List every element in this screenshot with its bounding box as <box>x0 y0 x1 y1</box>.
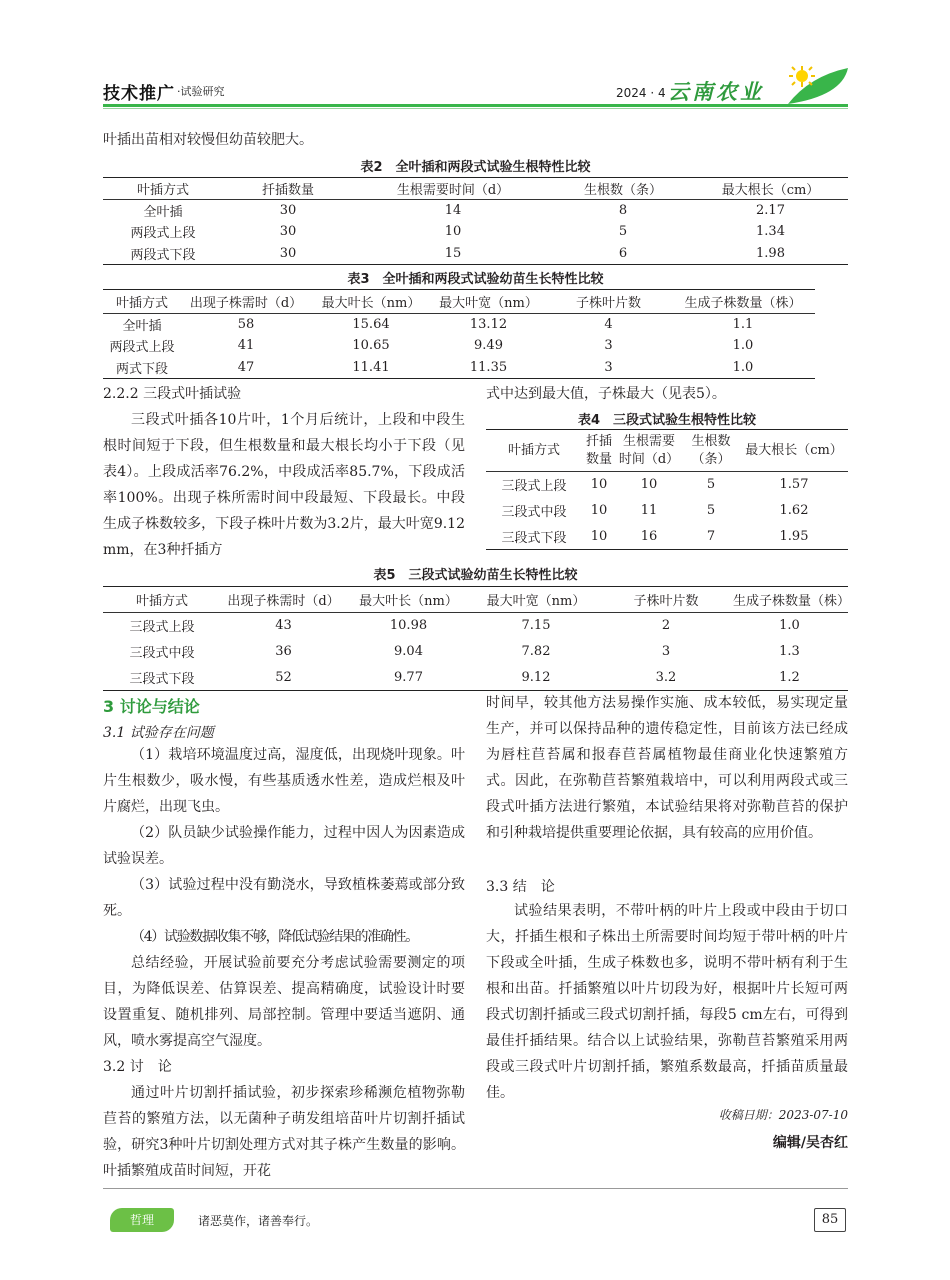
table-cell: 1.57 <box>779 477 809 493</box>
table-cell: 11.35 <box>469 359 508 375</box>
problem-3: （3）试验过程中没有勤浇水，导致植株萎蔫或部分致死。 <box>103 877 465 919</box>
table-cell: 11.41 <box>352 359 390 375</box>
table-cell: 36 <box>275 644 292 659</box>
table-row <box>103 335 815 357</box>
table-cell: 11 <box>640 503 658 518</box>
table-cell: 7.15 <box>521 618 551 634</box>
table-cell: 1.98 <box>756 245 785 261</box>
table2-header-cell: 生根需要时间（d） <box>353 178 553 200</box>
header-left <box>103 78 225 104</box>
table-cell: 全叶插 <box>122 319 162 334</box>
table-cell: 1.1 <box>732 317 754 332</box>
header-rule-thin <box>103 108 848 109</box>
table-cell: 52 <box>275 669 292 685</box>
table5-header-cell: 最大叶宽（nm） <box>471 587 601 613</box>
table-cell: 1.2 <box>779 669 800 685</box>
footer-tag: 哲理 <box>110 1208 174 1232</box>
header-date: 2024 · 4 <box>616 86 666 100</box>
table-cell: 13.12 <box>469 317 508 332</box>
table3-header-cell: 叶插方式 <box>103 290 181 314</box>
table-cell: 1.0 <box>779 618 800 634</box>
table2-header-cell: 扦插数量 <box>223 178 353 200</box>
table-cell: 1.95 <box>779 528 809 544</box>
table-cell: 1.0 <box>732 359 754 375</box>
table2-header-cell: 最大根长（cm） <box>693 178 848 200</box>
table-cell: 8 <box>618 203 628 218</box>
table4-header-cell: 扦插数量 <box>582 430 616 472</box>
section-3-title: 3 讨论与结论 <box>103 697 200 716</box>
problem-1: （1）栽培环境温度过高，湿度低，出现烧叶现象。叶片生根数少，吸水慢，有些基质透水性差，造成烂根及叶片腐烂，出现飞虫。 <box>103 747 465 815</box>
table-cell: 30 <box>279 245 297 261</box>
footer-motto: 诸恶莫作，诸善奉行。 <box>198 1214 319 1228</box>
problem-4: （4）试验数据收集不够，降低试验结果的准确性。 <box>131 929 419 945</box>
table5 <box>103 586 851 691</box>
table-cell: 14 <box>444 203 462 218</box>
section-2-2-2-title: 2.2.2 三段式叶插试验 <box>103 386 242 402</box>
table-cell: 三段式上段 <box>501 479 567 495</box>
table-cell: 10 <box>640 477 658 493</box>
table-row <box>486 498 848 524</box>
discussion-paragraph: 通过叶片切割扦插试验，初步探索珍稀濒危植物弥勒苣苔的繁殖方法，以无菌种子萌发组培苗叶片切割扦插试验，研究3种叶片切割处理方式对其子株产生数量的影响。叶插繁殖成苗时间短，开花 <box>103 1085 465 1179</box>
table-cell: 15.64 <box>352 317 390 332</box>
table-cell: 16 <box>640 528 658 544</box>
table5-caption: 表5 三段式试验幼苗生长特性比较 <box>373 568 578 583</box>
table5-header-cell: 出现子株需时（d） <box>221 587 346 613</box>
table2-caption: 表2 全叶插和两段式试验生根特性比较 <box>360 160 591 175</box>
editor-credit: 编辑/吴杏红 <box>772 1135 848 1151</box>
table-cell: 9.12 <box>521 669 551 685</box>
table-cell: 两段式下段 <box>130 247 196 263</box>
table-cell: 5 <box>706 503 716 518</box>
summary-paragraph: 总结经验，开展试验前要充分考虑试验需要测定的项目，为降低误差、估算误差、提高精确度，试验设计时要设置重复、随机排列、局部控制。管理中要适当遮阴、通风，喷水雾提高空气湿度。 <box>103 955 465 1049</box>
table-cell: 30 <box>279 203 297 218</box>
table2-header-cell: 生根数（条） <box>553 178 693 200</box>
table-cell: 两段式上段 <box>130 226 196 242</box>
table-cell: 3.2 <box>655 669 677 685</box>
table-cell: 2.17 <box>756 203 785 218</box>
table-cell: 41 <box>237 338 255 354</box>
table5-header-cell: 最大叶长（nm） <box>346 587 471 613</box>
table5-header-cell: 叶插方式 <box>103 587 221 613</box>
intro-line: 叶插出苗相对较慢但幼苗较肥大。 <box>103 132 313 148</box>
table-cell: 10 <box>590 477 608 493</box>
table-cell: 1.0 <box>732 338 754 354</box>
table3 <box>103 289 815 379</box>
table-cell: 3 <box>661 644 671 659</box>
table-cell: 30 <box>279 224 297 240</box>
table-cell: 3 <box>604 359 613 375</box>
table5-header-cell: 子株叶片数 <box>601 587 731 613</box>
header-section: ·试验研究 <box>177 85 225 98</box>
table-cell: 1.34 <box>756 224 785 240</box>
received-date: 收稿日期：2023-07-10 <box>718 1108 848 1122</box>
table-cell: 10.98 <box>389 618 428 634</box>
sun-leaf-logo-icon <box>780 66 850 106</box>
table-row <box>103 221 848 243</box>
table-cell: 7 <box>706 528 716 544</box>
section-3-2-title: 3.2 讨 论 <box>103 1059 172 1075</box>
table-cell: 三段式中段 <box>129 646 195 661</box>
table-cell: 4 <box>604 317 613 332</box>
table-cell: 全叶插 <box>143 205 183 220</box>
section-3-3-title: 3.3 结 论 <box>486 879 555 895</box>
conclusion-paragraph: 试验结果表明，不带叶柄的叶片上段或中段由于切口大，扦插生根和子株出土所需要时间均短于带叶柄的叶片下段或全叶插，生成子株数也多，说明不带叶柄有利于生根和出苗。扦插繁殖以叶片切段为好，根据叶片长短可两段式切割扦插或三段式切割扦插，每段5 cm左右，可得到最佳扦插结果。结合以上试验结果，弥勒苣苔繁殖采用两段或三段式叶片切割扦插，繁殖系数最高，扦插苗质量最佳。 <box>486 903 848 1101</box>
table5-header-cell: 生成子株数量（株） <box>731 587 848 613</box>
table-cell: 3 <box>604 338 613 354</box>
table-row <box>103 200 848 222</box>
table3-caption: 表3 全叶插和两段式试验幼苗生长特性比较 <box>347 272 604 287</box>
table3-header-cell: 最大叶长（nm） <box>311 290 431 314</box>
table3-header-cell: 生成子株数量（株） <box>671 290 815 314</box>
table-cell: 10.65 <box>352 338 390 354</box>
table-cell: 两式下段 <box>115 361 168 377</box>
table-cell: 9.04 <box>394 644 423 659</box>
header-brand: 技术推广 <box>103 83 175 104</box>
table-cell: 三段式中段 <box>501 505 567 520</box>
table-cell: 6 <box>618 245 628 261</box>
table-cell: 7.82 <box>521 644 551 659</box>
table-cell: 9.77 <box>394 669 423 685</box>
table-cell: 10 <box>590 503 608 518</box>
header-rule <box>103 104 848 107</box>
table3-header-cell: 最大叶宽（nm） <box>431 290 546 314</box>
table-cell: 47 <box>237 359 255 375</box>
table2 <box>103 177 848 265</box>
magazine-title: 云南农业 <box>668 79 764 104</box>
section-2-2-2-continued: 式中达到最大值，子株最大（见表5）。 <box>486 386 726 402</box>
table-row <box>486 524 848 550</box>
table4-header-cell: 叶插方式 <box>486 430 582 472</box>
table3-header-cell: 出现子株需时（d） <box>181 290 311 314</box>
table-cell: 10 <box>590 528 608 544</box>
table-cell: 两段式上段 <box>109 340 175 356</box>
problem-2: （2）队员缺少试验操作能力，过程中因人为因素造成试验误差。 <box>103 825 465 867</box>
table-cell: 9.49 <box>474 338 503 354</box>
table-cell: 1.3 <box>779 644 800 659</box>
table-row <box>103 314 815 336</box>
discussion-continued: 时间早，较其他方法易操作实施、成本较低，易实现定量生产，并可以保持品种的遗传稳定性，目前该方法已经成为唇柱苣苔属和报春苣苔属植物最佳商业化快速繁殖方式。因此，在弥勒苣苔繁殖栽培中，可以利用两段式或三段式叶插方法进行繁殖，本试验结果将对弥勒苣苔的保护和引种栽培提供重要理论依据，具有较高的应用价值。 <box>486 695 848 841</box>
table4-header-cell: 最大根长（cm） <box>740 430 848 472</box>
table4-caption: 表4 三段式试验生根特性比较 <box>577 413 757 428</box>
table-row <box>103 639 848 665</box>
table-cell: 5 <box>618 224 628 240</box>
table-cell: 15 <box>444 245 462 261</box>
footer-rule <box>103 1188 848 1189</box>
table4-header-cell: 生根数（条） <box>682 430 740 472</box>
table-cell: 58 <box>237 317 255 332</box>
table-row <box>103 357 815 379</box>
table-row <box>486 472 848 498</box>
table-cell: 三段式下段 <box>129 671 195 687</box>
table4-header-cell: 生根需要时间（d） <box>616 430 682 472</box>
table3-header-cell: 子株叶片数 <box>546 290 671 314</box>
table-cell: 三段式下段 <box>501 530 567 546</box>
section-3-1-title: 3.1 试验存在问题 <box>103 725 214 741</box>
table-cell: 2 <box>661 618 671 634</box>
table-cell: 5 <box>706 477 716 493</box>
table-row <box>103 613 848 639</box>
table-cell: 1.62 <box>779 503 809 518</box>
table-row <box>103 243 848 265</box>
table-cell: 10 <box>444 224 462 240</box>
table4 <box>486 429 848 550</box>
table-row <box>103 665 848 691</box>
section-2-2-2-body: 三段式叶插各10片叶，1个月后统计，上段和中段生根时间短于下段，但生根数量和最大根长均小于下段（见表4）。上段成活率76.2%，中段成活率85.7%，下段成活率100%。出现子株所需时间中段最短、下段最长。中段生成子株数较多，下段子株叶片数为3.2片，最大叶宽9.12 mm，在3种扦插方 <box>103 412 465 558</box>
table2-header-cell: 叶插方式 <box>103 178 223 200</box>
table-cell: 三段式上段 <box>129 620 195 636</box>
table-cell: 43 <box>275 618 292 634</box>
page-number: 85 <box>814 1208 846 1232</box>
